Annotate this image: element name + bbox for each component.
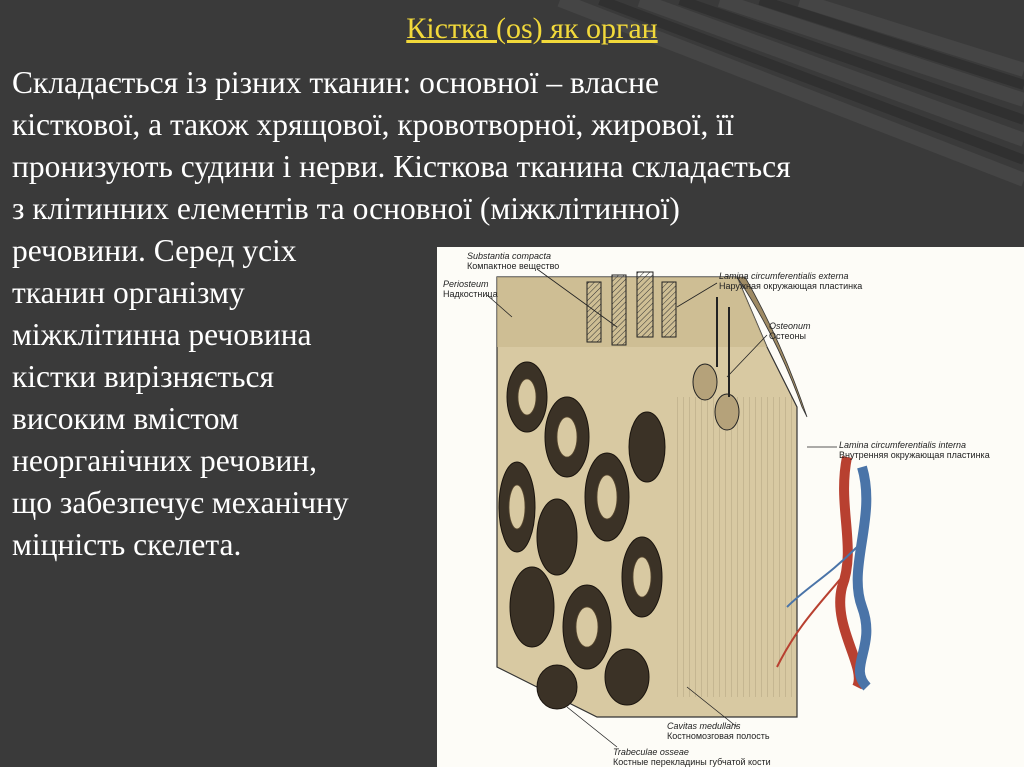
label-lamina-interna: Lamina circumferentialis interna Внутренняя окружающая пластинка xyxy=(839,440,990,460)
bone-drawing xyxy=(437,247,1024,767)
body-line: кістки вирізняється xyxy=(12,359,274,394)
body-line: тканин організму xyxy=(12,275,245,310)
body-line: з клітинних елементів та основної (міжклітинної) xyxy=(12,191,680,226)
label-cavitas-medullaris: Cavitas medullaris Костномозговая полость xyxy=(667,721,770,741)
slide-title: Кістка (os) як орган xyxy=(406,12,658,45)
body-line: міжклітинна речовина xyxy=(12,317,312,352)
label-trabeculae-osseae: Trabeculae osseae Костные перекладины губчатой кости xyxy=(613,747,771,767)
label-periosteum: Periosteum Надкостница xyxy=(443,279,498,299)
body-line: Складається із різних тканин: основної – власне xyxy=(12,65,659,100)
body-line: високим вмістом xyxy=(12,401,239,436)
label-osteonum: Osteonum Остеоны xyxy=(769,321,811,341)
label-substantia-compacta: Substantia compacta Компактное вещество xyxy=(467,251,560,271)
body-line: міцність скелета. xyxy=(12,527,242,562)
body-line: пронизують судини і нерви. Кісткова тканина складається xyxy=(12,149,791,184)
body-line: кісткової, а також хрящової, кровотворної, жирової, її xyxy=(12,107,734,142)
body-line: що забезпечує механічну xyxy=(12,485,349,520)
label-lamina-externa: Lamina circumferentialis externa Наружная окружающая пластинка xyxy=(719,271,863,291)
body-line: речовини. Серед усіх xyxy=(12,233,297,268)
bone-structure-illustration xyxy=(437,247,1024,767)
body-line: неорганічних речовин, xyxy=(12,443,318,478)
